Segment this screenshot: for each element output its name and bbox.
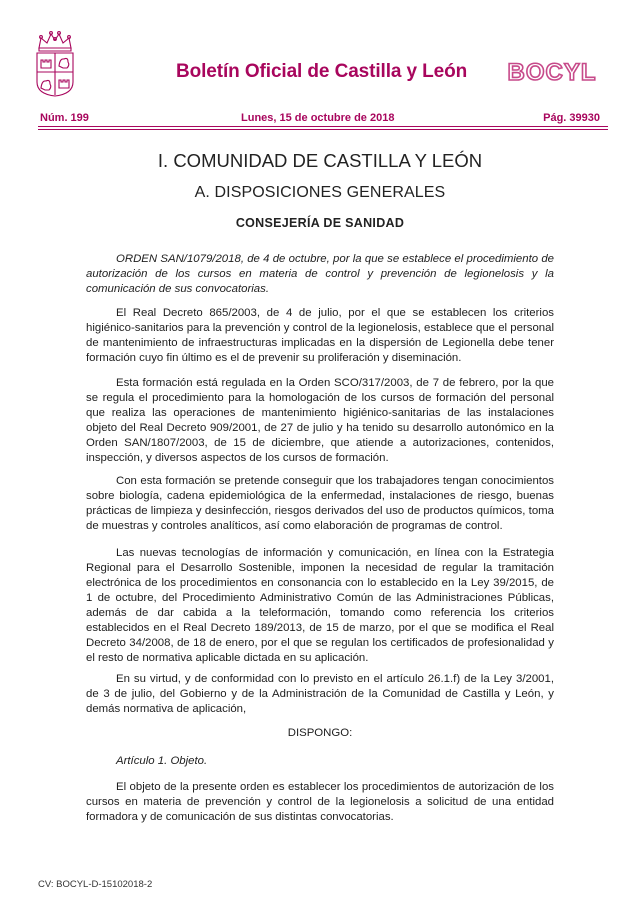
paragraph-3: Con esta formación se pretende conseguir que los trabajadores tengan conocimientos sobre biología, cadena epidemiológica de la enfermedad, instalaciones de riesgo, buenas prácticas de limpieza y desinfección, riesgos derivados del uso de productos químicos, toma de muestras y controles analíticos, así como elaboración de programas de control. xyxy=(86,475,554,532)
header-divider-thin xyxy=(38,129,608,130)
issue-number: Núm. 199 xyxy=(40,112,89,124)
paragraph-2: Esta formación está regulada en la Orden SCO/317/2003, de 7 de febrero, por la que se regula el procedimiento para la homologación de los cursos de formación del personal que realiza las operaciones de mantenimiento higiénico-sanitarias de las instalaciones objeto del Real Decreto 909/2001, de 27 de julio y ha tenido su desarrollo autonómico en la Orden SAN/1807/2003, de 15 de diciembre, que atiende a autorizaciones, contenidos, inspección, y diversos aspectos de los cursos de formación. xyxy=(86,377,554,464)
ministry-heading: CONSEJERÍA DE SANIDAD xyxy=(235,216,405,230)
castilla-leon-coat-of-arms-logo xyxy=(33,30,77,98)
issue-meta-row xyxy=(38,112,606,126)
bulletin-title: Boletín Oficial de Castilla y León xyxy=(176,61,468,82)
subsection-heading: A. DISPOSICIONES GENERALES xyxy=(194,184,446,201)
header-divider xyxy=(38,126,608,127)
dispongo-heading: DISPONGO: xyxy=(287,727,353,739)
page-number: Pág. 39930 xyxy=(543,112,600,124)
article-1-text: El objeto de la presente orden es establecer los procedimientos de autorización de los cursos en materia de prevención y control de la legionelosis a solicitud de una entidad formadora y de comunicación de sus distintas convocatorias. xyxy=(86,781,554,823)
issue-date: Lunes, 15 de octubre de 2018 xyxy=(241,112,395,124)
bocyl-logo xyxy=(498,59,606,85)
order-title: ORDEN SAN/1079/2018, de 4 de octubre, por la que se establece el procedimiento de autorización de los cursos en materia de control y prevención de legionelosis y la comunicación de sus convocatorias. xyxy=(86,253,554,295)
cv-code: CV: BOCYL-D-15102018-2 xyxy=(38,879,153,890)
paragraph-5: En su virtud, y de conformidad con lo previsto en el artículo 26.1.f) de la Ley 3/2001, de 3 de julio, del Gobierno y de la Administración de la Comunidad de Castilla y León, y demás normativa de aplicación, xyxy=(86,673,554,715)
paragraph-1: El Real Decreto 865/2003, de 4 de julio, por el que se establecen los criterios higiénico-sanitarios para la prevención y control de la legionelosis, establece que el personal de mantenimiento de infraestructuras implicadas en la dispersión de Legionella debe tener formación cuyo fin último es el de prevenir su proliferación y diseminación. xyxy=(86,307,554,364)
article-1-title: Artículo 1. Objeto. xyxy=(116,755,208,767)
section-heading: I. COMUNIDAD DE CASTILLA Y LEÓN xyxy=(157,150,483,171)
bocyl-logo-text: BOCYL xyxy=(507,59,597,85)
paragraph-4: Las nuevas tecnologías de información y comunicación, en línea con la Estrategia Regional para el Desarrollo Sostenible, imponen la necesidad de regular la tramitación electrónica de los procedimientos en consonancia con lo establecido en la Ley 39/2015, de 1 de octubre, del Procedimiento Administrativo Común de las Administraciones Públicas, además de dar cabida a la teleformación, tomando como referencia los criterios establecidos en el Real Decreto 189/2013, de 15 de marzo, por el que se modifica el Real Decreto 34/2008, de 18 de enero, por el que se regulan los certificados de profesionalidad y el resto de normativa aplicable dictada en su aplicación. xyxy=(86,547,554,664)
